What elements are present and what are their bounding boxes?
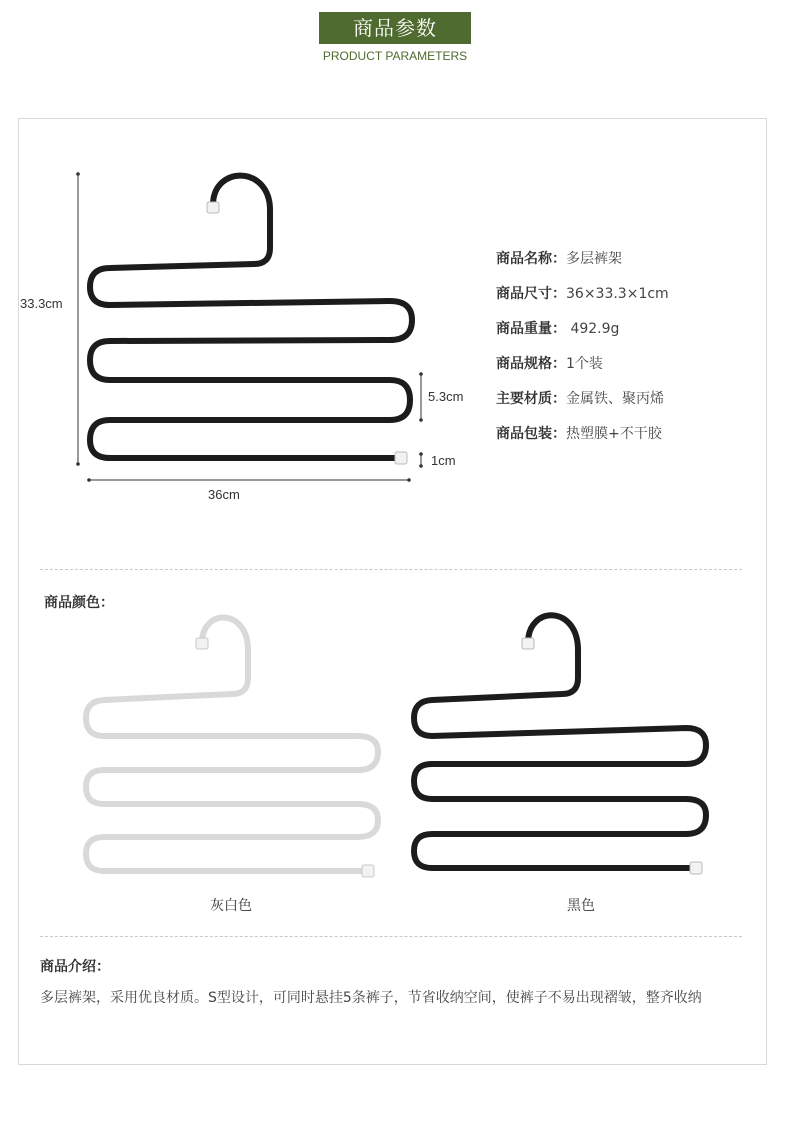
width-dimension-label: 36cm [208,487,240,502]
intro-section-label: 商品介绍： [40,959,110,975]
spec-value: 多层裤架 [566,251,622,267]
spec-value: 1个装 [566,356,603,372]
spec-key: 商品包装： [496,426,566,442]
color-option-grey-label: 灰白色 [210,898,252,914]
spec-key: 商品名称： [496,251,566,267]
spec-key: 主要材质： [496,391,566,407]
colors-section-label: 商品颜色： [44,595,114,611]
spec-value: 金属铁、聚丙烯 [566,391,664,407]
spec-value: 492.9g [566,321,620,337]
section-title: 商品参数 [319,12,471,44]
height-dimension-label: 33.3cm [20,296,63,311]
spec-key: 商品规格： [496,356,566,372]
color-option-black-label: 黑色 [567,898,595,914]
spec-value: 36×33.3×1cm [566,286,669,302]
divider [40,936,742,937]
section-subtitle: PRODUCT PARAMETERS [322,49,468,63]
spec-key: 商品重量： [496,321,566,337]
spec-key: 商品尺寸： [496,286,566,302]
spec-value: 热塑膜+不干胶 [566,426,662,442]
gap-dimension-label: 5.3cm [428,389,464,404]
intro-text: 多层裤架，采用优良材质。S型设计，可同时悬挂5条裤子，节省收纳空间，使裤子不易出现褶皱，整齐收纳 [40,990,702,1006]
tip-dimension-label: 1cm [431,453,456,468]
